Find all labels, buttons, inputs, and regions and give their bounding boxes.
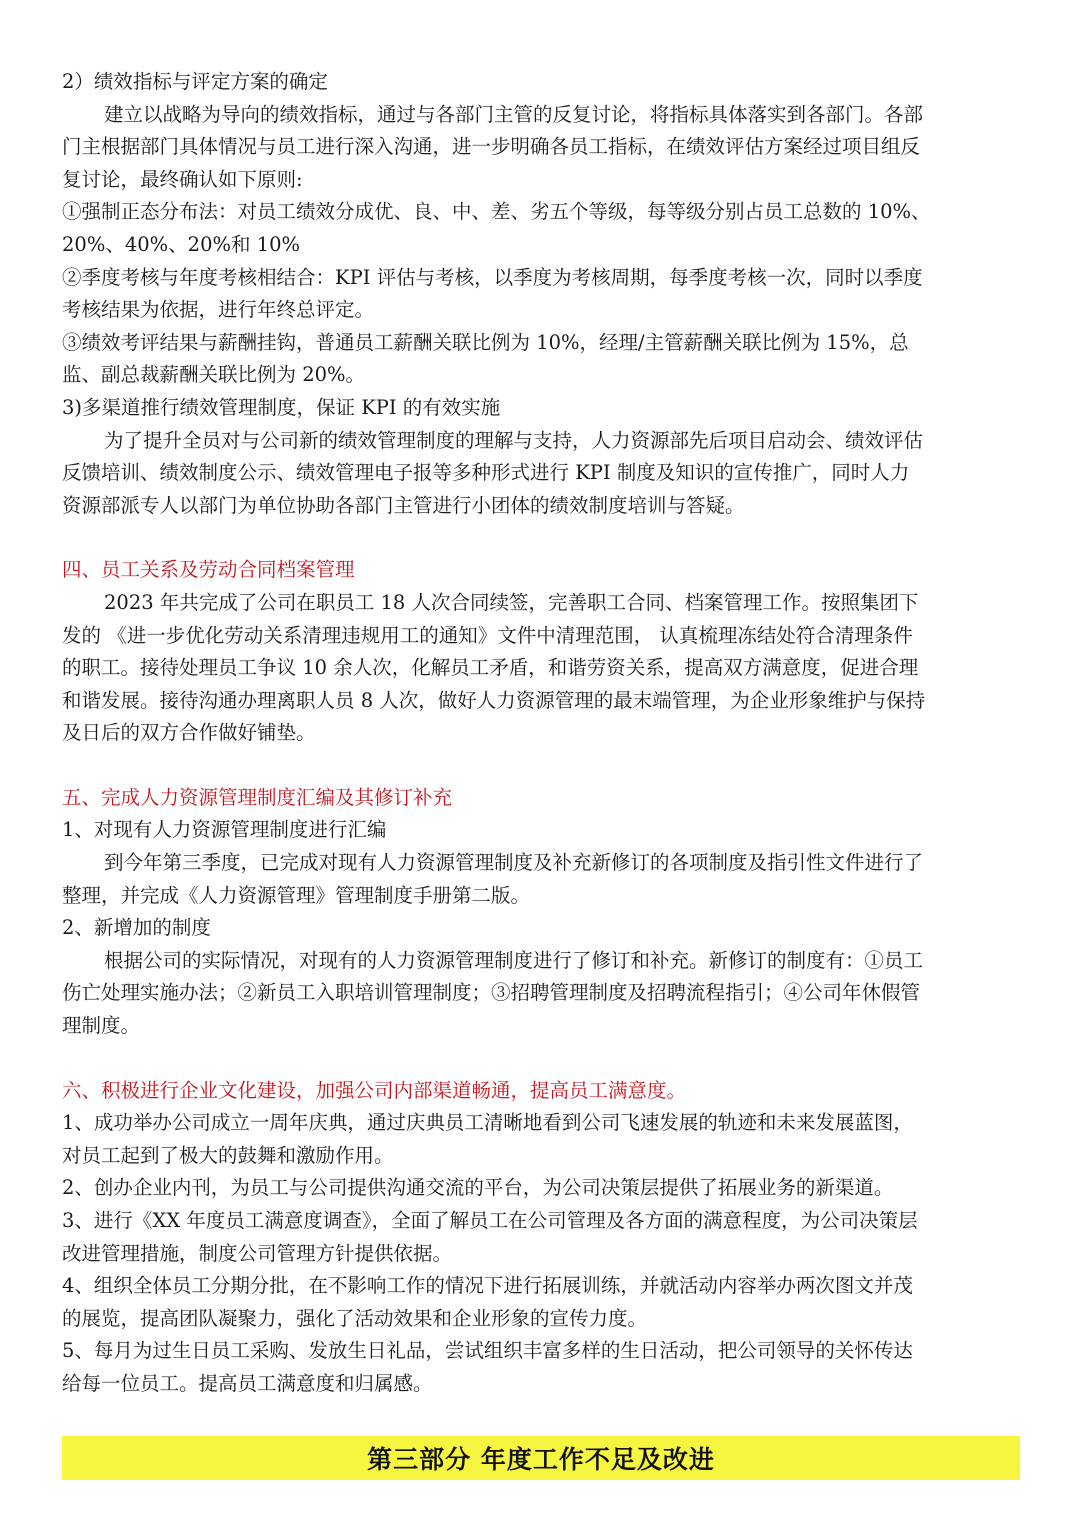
list-item: 5、每月为过生日员工采购、发放生日礼品，尝试组织丰富多样的生日活动，把公司领导的关怀传达 bbox=[62, 1339, 913, 1363]
list-item: 4、组织全体员工分期分批，在不影响工作的情况下进行拓展训练，并就活动内容举办两次图文并茂 bbox=[62, 1274, 913, 1298]
paragraph-line: 及日后的双方合作做好铺垫。 bbox=[62, 721, 316, 745]
paragraph-line: 整理，并完成《人力资源管理》管理制度手册第二版。 bbox=[62, 883, 531, 907]
principle-line: 监、副总裁薪酬关联比例为 20%。 bbox=[62, 363, 366, 387]
principle-line: ②季度考核与年度考核相结合：KPI 评估与考核，以季度为考核周期，每季度考核一次，同时以季度 bbox=[62, 265, 923, 289]
section-gap bbox=[62, 1043, 1022, 1075]
paragraph-line: 门主根据部门具体情况与员工进行深入沟通，进一步明确各员工指标，在绩效评估方案经过项目组反 bbox=[62, 135, 921, 159]
paragraph-line: 反馈培训、绩效制度公示、绩效管理电子报等多种形式进行 KPI 制度及知识的宣传推广，同时人力 bbox=[62, 461, 910, 485]
list-item: 2、创办企业内刊，为员工与公司提供沟通交流的平台，为公司决策层提供了拓展业务的新渠道。 bbox=[62, 1176, 894, 1200]
list-item: 1、成功举办公司成立一周年庆典，通过庆典员工清晰地看到公司飞速发展的轨迹和未来发展蓝图， bbox=[62, 1111, 913, 1135]
principle-line: 20%、40%、20%和 10% bbox=[62, 232, 301, 256]
list-item: 给每一位员工。提高员工满意度和归属感。 bbox=[62, 1371, 433, 1395]
principle-line: 考核结果为依据，进行年终总评定。 bbox=[62, 298, 375, 322]
paragraph-line: 为了提升全员对与公司新的绩效管理制度的理解与支持，人力资源部先后项目启动会、绩效评估 bbox=[104, 428, 924, 452]
section-5-title: 五、完成人力资源管理制度汇编及其修订补充 bbox=[62, 785, 453, 809]
list-item: 3、进行《XX 年度员工满意度调查》，全面了解员工在公司管理及各方面的满意程度，为公司决策层 bbox=[62, 1209, 918, 1232]
paragraph-line: 2023 年共完成了公司在职员工 18 人次合同续签，完善职工合同、档案管理工作。按照集团下 bbox=[104, 590, 919, 614]
section-5-sub1: 1、对现有人力资源管理制度进行汇编 bbox=[62, 818, 387, 842]
kpi-subheading-2: 2）绩效指标与评定方案的确定 bbox=[62, 70, 328, 93]
paragraph-line: 复讨论，最终确认如下原则: bbox=[62, 167, 303, 191]
paragraph-line: 理制度。 bbox=[62, 1014, 141, 1038]
paragraph-line: 资源部派专人以部门为单位协助各部门主管进行小团体的绩效制度培训与答疑。 bbox=[62, 493, 745, 517]
list-item: 改进管理措施，制度公司管理方针提供依据。 bbox=[62, 1241, 453, 1265]
section-gap bbox=[62, 522, 1022, 554]
section-gap bbox=[62, 750, 1022, 782]
paragraph-line: 的职工。接待处理员工争议 10 余人次，化解员工矛盾，和谐劳资关系，提高双方满意度，促进合理 bbox=[62, 656, 919, 680]
principle-line: ①强制正态分布法：对员工绩效分成优、良、中、差、劣五个等级，每等级分别占员工总数的 10%、 bbox=[62, 200, 931, 224]
paragraph-line: 到今年第三季度，已完成对现有人力资源管理制度及补充新修订的各项制度及指引性文件进行了 bbox=[104, 851, 924, 875]
section-4-title: 四、员工关系及劳动合同档案管理 bbox=[62, 558, 355, 582]
paragraph-line: 建立以战略为导向的绩效指标，通过与各部门主管的反复讨论，将指标具体落实到各部门。各部 bbox=[104, 102, 924, 126]
part-3-banner: 第三部分 年度工作不足及改进 bbox=[62, 1436, 1020, 1480]
paragraph-line: 和谐发展。接待沟通办理离职人员 8 人次，做好人力资源管理的最末端管理，为企业形象维护与保持 bbox=[62, 688, 926, 712]
document-body bbox=[62, 66, 1022, 1401]
paragraph-line: 根据公司的实际情况，对现有的人力资源管理制度进行了修订和补充。新修订的制度有：①员工 bbox=[104, 948, 924, 972]
kpi-subheading-3: 3)多渠道推行绩效管理制度，保证 KPI 的有效实施 bbox=[62, 395, 501, 419]
paragraph-line: 发的 《进一步优化劳动关系清理违规用工的通知》文件中清理范围， 认真梳理冻结处符合清理条件 bbox=[62, 623, 913, 647]
list-item: 对员工起到了极大的鼓舞和激励作用。 bbox=[62, 1143, 394, 1167]
principle-line: ③绩效考评结果与薪酬挂钩，普通员工薪酬关联比例为 10%，经理/主管薪酬关联比例为 15%，总 bbox=[62, 330, 909, 354]
paragraph-line: 伤亡处理实施办法；②新员工入职培训管理制度；③招聘管理制度及招聘流程指引；④公司年休假管 bbox=[62, 981, 921, 1005]
list-item: 的展览，提高团队凝聚力，强化了活动效果和企业形象的宣传力度。 bbox=[62, 1306, 648, 1330]
section-5-sub2: 2、新增加的制度 bbox=[62, 916, 211, 940]
section-6-title: 六、积极进行企业文化建设，加强公司内部渠道畅通，提高员工满意度。 bbox=[62, 1078, 687, 1102]
